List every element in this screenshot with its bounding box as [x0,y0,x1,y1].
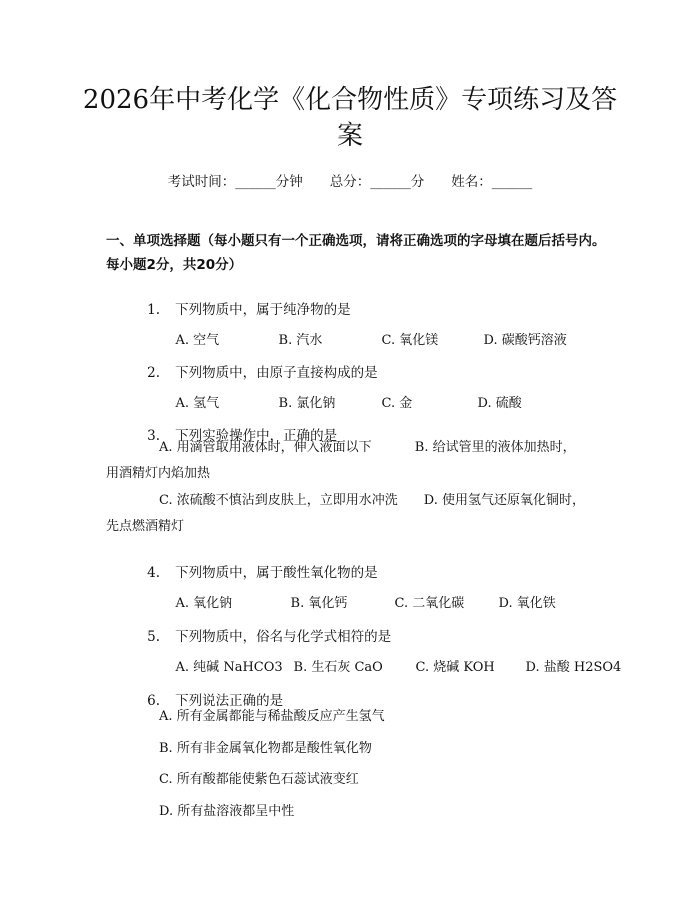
question-text: 下列实验操作中，正确的是 [175,428,338,444]
question-number: 3. [147,428,161,444]
option-c: C. 氧化镁 [381,333,439,348]
option-c: C. 金 [381,396,413,411]
option-d: D. 盐酸 H2SO4 [525,660,622,675]
option-d: D. 氧化铁 [498,596,556,611]
option-b: B. 汽水 [278,333,323,348]
question-number: 4. [147,565,161,581]
option-a: A. 氢气 [175,396,220,411]
option-d: D. 碳酸钙溶液 [483,333,567,348]
option-b: B. 氯化钠 [278,396,336,411]
question-6-option-b: B. 所有非金属氧化物都是酸性氧化物 [159,741,372,756]
option-a: A. 空气 [175,333,220,348]
option-b: B. 氧化钙 [290,596,348,611]
option-c: C. 烧碱 KOH [415,660,495,675]
option-c: C. 二氧化碳 [394,596,465,611]
exam-info-line: 考试时间：______分钟 总分：______分 姓名：______ [167,174,533,190]
question-text: 下列说法正确的是 [175,693,284,709]
option-d: D. 硫酸 [477,396,522,411]
question-number: 6. [147,693,161,709]
option-b: B. 生石灰 CaO [293,660,383,675]
question-text: 下列物质中，属于纯净物的是 [175,302,351,318]
question-number: 2. [147,365,161,381]
question-text: 下列物质中，属于酸性氧化物的是 [175,565,378,581]
option-a: A. 纯碱 NaHCO3 [175,660,283,675]
question-6-option-a: A. 所有金属都能与稀盐酸反应产生氢气 [159,709,385,724]
question-3-options-ab: A. 用滴管取用液体时，伸入液面以下 B. 给试管里的液体加热时，用酒精灯内焰加热 [106,440,576,481]
question-6-option-c: C. 所有酸都能使紫色石蕊试液变红 [159,772,359,787]
question-number: 1. [147,302,161,318]
question-number: 5. [147,629,161,645]
question-text: 下列物质中，由原子直接构成的是 [175,365,378,381]
question-text: 下列物质中，俗名与化学式相符的是 [175,629,392,645]
page-title: 2026年中考化学《化合物性质》专项练习及答案 [82,85,618,151]
question-3-options-cd: C. 浓硫酸不慎沾到皮肤上，立即用水冲洗 D. 使用氢气还原氧化铜时，先点燃酒精灯 [106,493,585,534]
option-a: A. 氧化钠 [175,596,233,611]
section-heading: 一、单项选择题（每小题只有一个正确选项，请将正确选项的字母填在题后括号内。每小题2分，共20分） [106,233,606,273]
question-6-option-d: D. 所有盐溶液都呈中性 [159,804,295,819]
